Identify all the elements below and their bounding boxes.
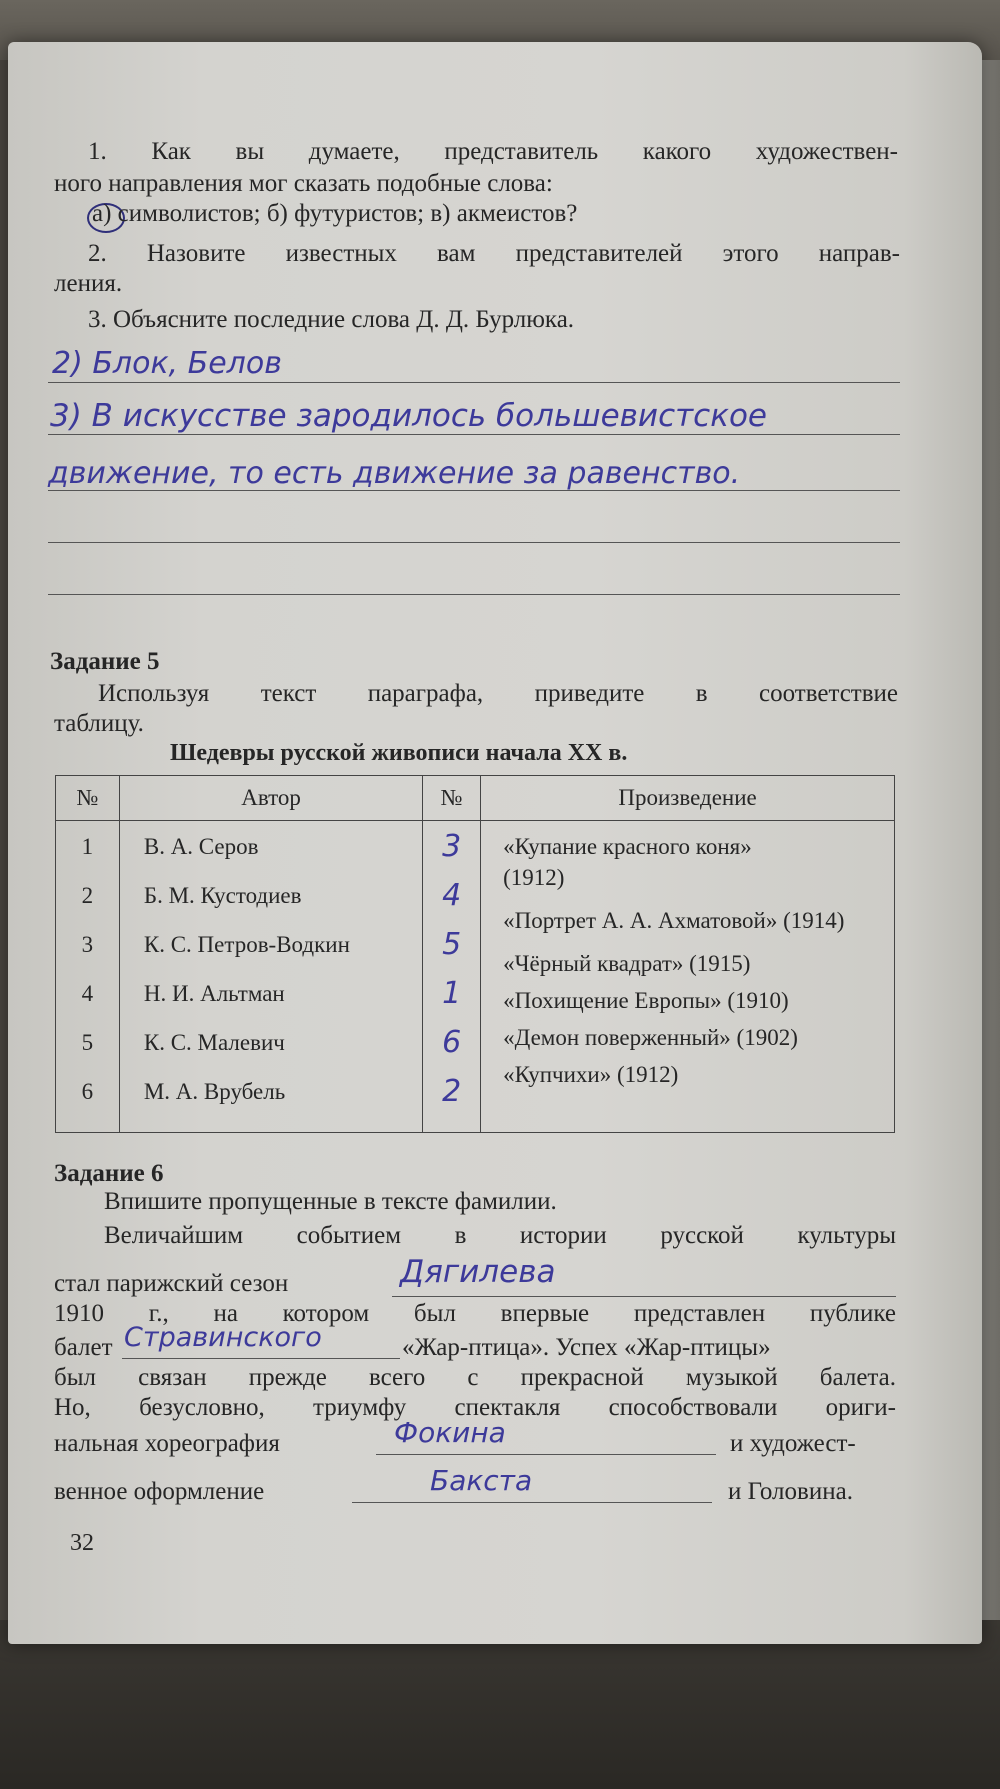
header-author: Автор xyxy=(119,776,422,821)
paragraph-line-3: 1910 г., на котором был впервые представлен публике xyxy=(54,1300,896,1327)
paragraph-line-7-start: нальная хореография xyxy=(54,1430,280,1457)
task-5-title: Задание 5 xyxy=(50,648,160,675)
handwritten-number: 3 xyxy=(442,829,462,864)
handwritten-number: 6 xyxy=(442,1025,462,1060)
task-6-title: Задание 6 xyxy=(54,1160,164,1187)
works-column xyxy=(481,821,895,1133)
answer-rule-4 xyxy=(48,542,900,543)
work-title: «Чёрный квадрат» (1915) xyxy=(503,951,751,976)
author-name: К. С. Малевич xyxy=(143,1030,285,1055)
paragraph-line-8-start: венное оформление xyxy=(54,1478,265,1505)
work-title: «Купание красного коня» (1912) xyxy=(503,834,752,890)
row-number: 4 xyxy=(81,981,94,1006)
header-num-2: № xyxy=(423,776,481,821)
handwritten-answer-line-1: 2) Блок, Белов xyxy=(52,346,282,381)
paragraph-line-4-end: «Жар-птица». Успех «Жар-птицы» xyxy=(402,1334,771,1361)
author-name: К. С. Петров-Водкин xyxy=(143,932,350,957)
handwritten-numbers-column xyxy=(423,821,481,1133)
paragraph-line-4-start: балет xyxy=(54,1334,113,1361)
blank-choreography xyxy=(376,1454,716,1455)
row-number: 1 xyxy=(81,834,94,859)
work-title: «Портрет А. А. Ахматовой» (1914) xyxy=(503,908,845,933)
row-number: 3 xyxy=(81,932,94,957)
masterpieces-table xyxy=(55,775,895,1133)
handwritten-number: 5 xyxy=(442,927,462,962)
question-3: 3. Объясните последние слова Д. Д. Бурлюка. xyxy=(88,306,575,333)
handwritten-number: 2 xyxy=(442,1074,462,1109)
answer-rule-1 xyxy=(48,382,900,383)
page-number: 32 xyxy=(70,1530,94,1556)
question-1-line-3: а) символистов; б) футуристов; в) акмеистов? xyxy=(92,200,578,227)
row-number: 6 xyxy=(81,1079,94,1104)
work-title: «Купчихи» (1912) xyxy=(503,1062,679,1087)
row-numbers-column xyxy=(56,821,120,1133)
author-name: М. А. Врубель xyxy=(143,1079,286,1104)
paragraph-line-8-end: и Головина. xyxy=(728,1478,853,1505)
question-2-line-1: 2. Назовите известных вам представителей этого направ- xyxy=(88,240,900,267)
handwritten-number: 1 xyxy=(442,976,462,1011)
paragraph-line-5: был связан прежде всего с прекрасной музыкой балета. xyxy=(54,1364,896,1391)
row-number: 2 xyxy=(81,883,94,908)
handwritten-answer-line-3: движение, то есть движение за равенство. xyxy=(48,456,741,491)
header-num-1: № xyxy=(56,776,120,821)
blank-design xyxy=(352,1502,712,1503)
handwritten-choreography: Фокина xyxy=(394,1416,506,1449)
table-body-row xyxy=(56,821,895,1133)
handwritten-composer: Стравинского xyxy=(124,1322,322,1353)
work-title: «Похищение Европы» (1910) xyxy=(503,988,789,1013)
answer-rule-2 xyxy=(48,434,900,435)
handwritten-season: Дягилева xyxy=(400,1254,556,1290)
paragraph-line-7-end: и художест- xyxy=(730,1430,856,1457)
row-number: 5 xyxy=(81,1030,94,1055)
blank-season xyxy=(392,1296,896,1297)
answer-rule-5 xyxy=(48,594,900,595)
question-1-line-1: 1. Как вы думаете, представитель какого художествен- xyxy=(88,138,898,165)
paragraph-line-6: Но, безусловно, триумфу спектакля способствовали ориги- xyxy=(54,1394,896,1421)
handwritten-design: Бакста xyxy=(430,1464,533,1497)
task-5-instruction-line-1: Используя текст параграфа, приведите в соответствие xyxy=(98,680,898,707)
author-name: В. А. Серов xyxy=(143,834,259,859)
table-header-row xyxy=(56,776,895,821)
paragraph-line-1: Величайшим событием в истории русской культуры xyxy=(104,1222,896,1249)
background-bottom xyxy=(0,1620,1000,1789)
task-5-instruction-line-2: таблицу. xyxy=(54,710,144,737)
author-name: Б. М. Кустодиев xyxy=(143,883,302,908)
handwritten-number: 4 xyxy=(442,878,462,913)
question-2-line-2: ления. xyxy=(54,270,123,297)
header-work: Произведение xyxy=(481,776,895,821)
answer-rule-3 xyxy=(48,490,900,491)
authors-column xyxy=(119,821,422,1133)
work-title: «Демон поверженный» (1902) xyxy=(503,1025,798,1050)
author-name: Н. И. Альтман xyxy=(143,981,285,1006)
question-1-line-2: ного направления мог сказать подобные слова: xyxy=(54,170,553,197)
table-title: Шедевры русской живописи начала XX в. xyxy=(170,740,628,766)
handwritten-answer-line-2: 3) В искусстве зародилось большевистское xyxy=(50,398,767,434)
task-6-instruction: Впишите пропущенные в тексте фамилии. xyxy=(104,1188,557,1215)
blank-composer xyxy=(122,1358,400,1359)
paragraph-line-2: стал парижский сезон xyxy=(54,1270,289,1297)
